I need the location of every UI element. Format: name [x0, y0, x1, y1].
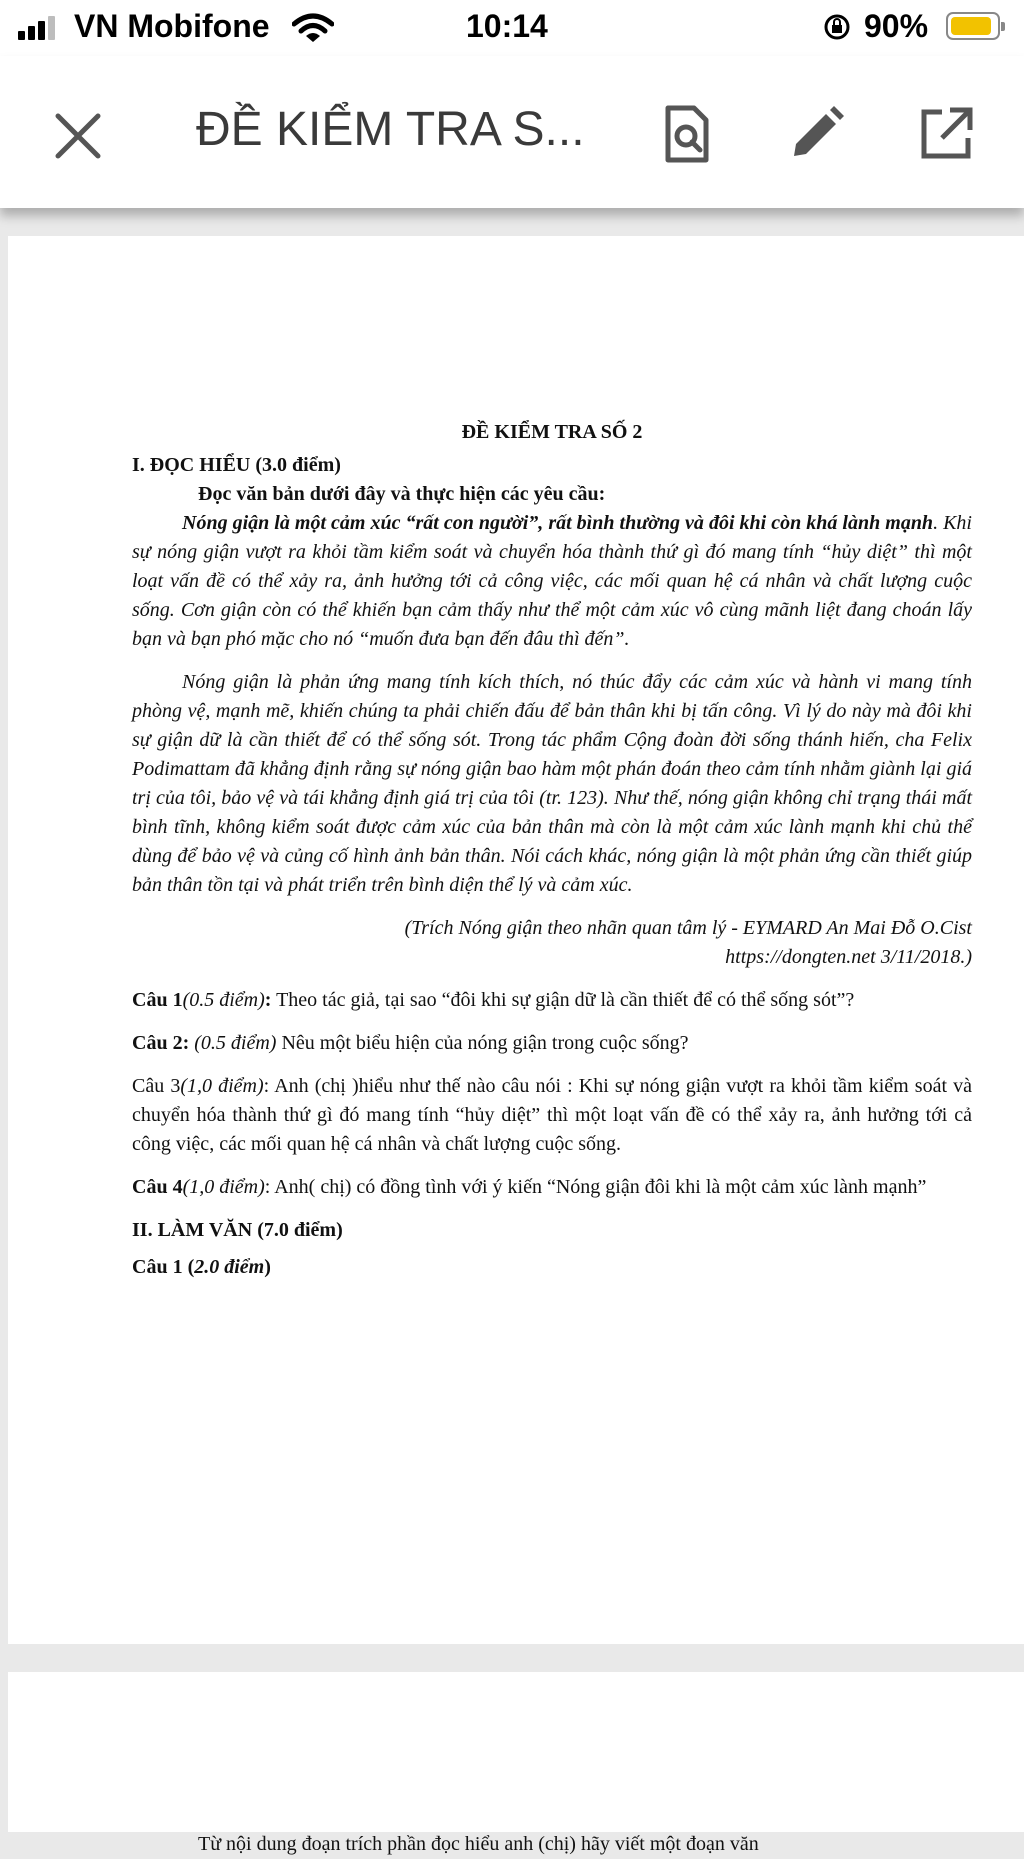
battery-fill — [951, 17, 991, 35]
q1-text: Theo tác giả, tại sao “đôi khi sự giận dữ là cần thiết để có thể sống sót”? — [271, 989, 855, 1011]
exam-title: ĐỀ KIỂM TRA SỐ 2 — [461, 421, 643, 443]
document-page-2-content — [132, 1830, 972, 1859]
wq1-label: Câu 1 ( — [132, 1256, 195, 1278]
app-toolbar — [0, 56, 1024, 208]
q4-text: : Anh( chị) có đồng tình với ý kiến “Nóng giận đôi khi là một cảm xúc lành mạnh” — [264, 1176, 927, 1198]
reading-instruction: Đọc văn bản dưới đây và thực hiện các yêu cầu: — [198, 483, 606, 505]
question-2 — [132, 1029, 972, 1058]
battery-percent: 90% — [864, 8, 929, 44]
wifi-icon — [292, 12, 334, 44]
q2-points: (0.5 điểm) — [189, 1032, 277, 1054]
source-line-2: https://dongten.net 3/11/2018.) — [725, 946, 972, 968]
open-external-icon[interactable] — [914, 102, 978, 166]
close-icon[interactable] — [48, 106, 108, 166]
passage-text-1: . Khi sự nóng giận vượt ra khỏi tầm kiểm soát và chuyển hóa thành thứ gì đó mang tính “hủy diệt” thì một loạt vấn đề có thể xảy ra, ảnh hưởng tới cả công việc, các mối quan hệ cá nhân và chất lượng cuộc sống. Cơn giận còn có thể khiến bạn cảm thấy như thể một cảm xúc vô cùng mãnh liệt đang choán lấy bạn và bạn phó mặc cho nó “muốn đưa bạn đến đâu thì đến”. — [132, 512, 972, 650]
q3-label: Câu 3 — [132, 1075, 181, 1097]
q2-text: Nêu một biểu hiện của nóng giận trong cuộc sống? — [276, 1032, 689, 1054]
document-title: ĐỀ KIỂM TRA S... — [196, 103, 585, 156]
carrier-name: VN Mobifone — [74, 8, 270, 44]
pencil-icon[interactable] — [784, 102, 848, 166]
question-3 — [132, 1072, 972, 1159]
rotation-lock-icon — [822, 12, 852, 42]
question-1 — [132, 986, 972, 1015]
document-content — [132, 418, 972, 1282]
q1-label: Câu 1 — [132, 989, 183, 1011]
wq1-close: ) — [264, 1256, 271, 1278]
search-document-icon[interactable] — [654, 102, 718, 166]
question-4 — [132, 1173, 972, 1202]
q4-label: Câu 4 — [132, 1176, 183, 1198]
signal-strength-icon — [18, 16, 60, 40]
document-page-2 — [8, 1672, 1024, 1855]
q3-text: : Anh (chị )hiểu như thế nào câu nói : Khi sự nóng giận vượt ra khỏi tầm kiểm soát và chuyển hóa thành thứ gì đó mang tính “hủy diệt” thì một loạt vấn đề có thể xảy ra, ảnh hưởng tới cả công việc, các mối quan hệ cá nhân và chất lượng cuộc sống. — [132, 1075, 972, 1155]
passage-bold-lead: Nóng giận là một cảm xúc “rất con người”, rất bình thường và đôi khi còn khá lành mạnh — [182, 512, 934, 534]
section-writing: II. LÀM VĂN (7.0 điểm) — [132, 1219, 343, 1241]
q1-colon: : — [264, 989, 272, 1011]
q2-label: Câu 2: — [132, 1032, 190, 1054]
q4-points: (1,0 điểm) — [182, 1176, 265, 1198]
battery-icon — [946, 12, 1000, 40]
section-reading: I. ĐỌC HIỂU (3.0 điểm) — [132, 454, 341, 476]
q3-points: (1,0 điểm) — [180, 1075, 264, 1097]
source-line-1: (Trích Nóng giận theo nhãn quan tâm lý - EYMARD An Mai Đỗ O.Cist — [404, 917, 972, 939]
wq1-points: 2.0 điểm — [194, 1256, 265, 1278]
status-bar — [0, 0, 1024, 56]
page-2-text: Từ nội dung đoạn trích phần đọc hiểu anh (chị) hãy viết một đoạn văn — [198, 1833, 759, 1855]
writing-question-1 — [132, 1253, 972, 1282]
passage-paragraph-1 — [132, 509, 972, 654]
document-page-1 — [8, 236, 1024, 1644]
passage-paragraph-2: Nóng giận là phản ứng mang tính kích thích, nó thúc đẩy các cảm xúc và hành vi mang tính phòng vệ, mạnh mẽ, khiến chúng ta phải chiến đấu để bản thân khi bị tấn công. Vì lý do này mà đôi khi sự giận dữ là cần thiết để có thể sống sót. Trong tác phẩm Cộng đoàn đời sống thánh hiến, cha Felix Podimattam đã khẳng định rằng sự nóng giận bao hàm một phán đoán theo cảm tính nhằm giành lại giá trị của tôi, bảo vệ và tái khẳng định giá trị của tôi (tr. 123). Như thế, nóng giận không chỉ trạng thái mất bình tĩnh, không kiểm soát được cảm xúc của bản thân mà còn là một cảm xúc lành mạnh khi chủ thể dùng để bảo vệ và củng cố hình ảnh bản thân. Nói cách khác, nóng giận là một phản ứng cần thiết giúp bản thân tồn tại và phát triển trên bình diện thể lý và cảm xúc. — [132, 671, 972, 896]
status-time: 10:14 — [466, 8, 548, 44]
q1-points: (0.5 điểm) — [182, 989, 265, 1011]
